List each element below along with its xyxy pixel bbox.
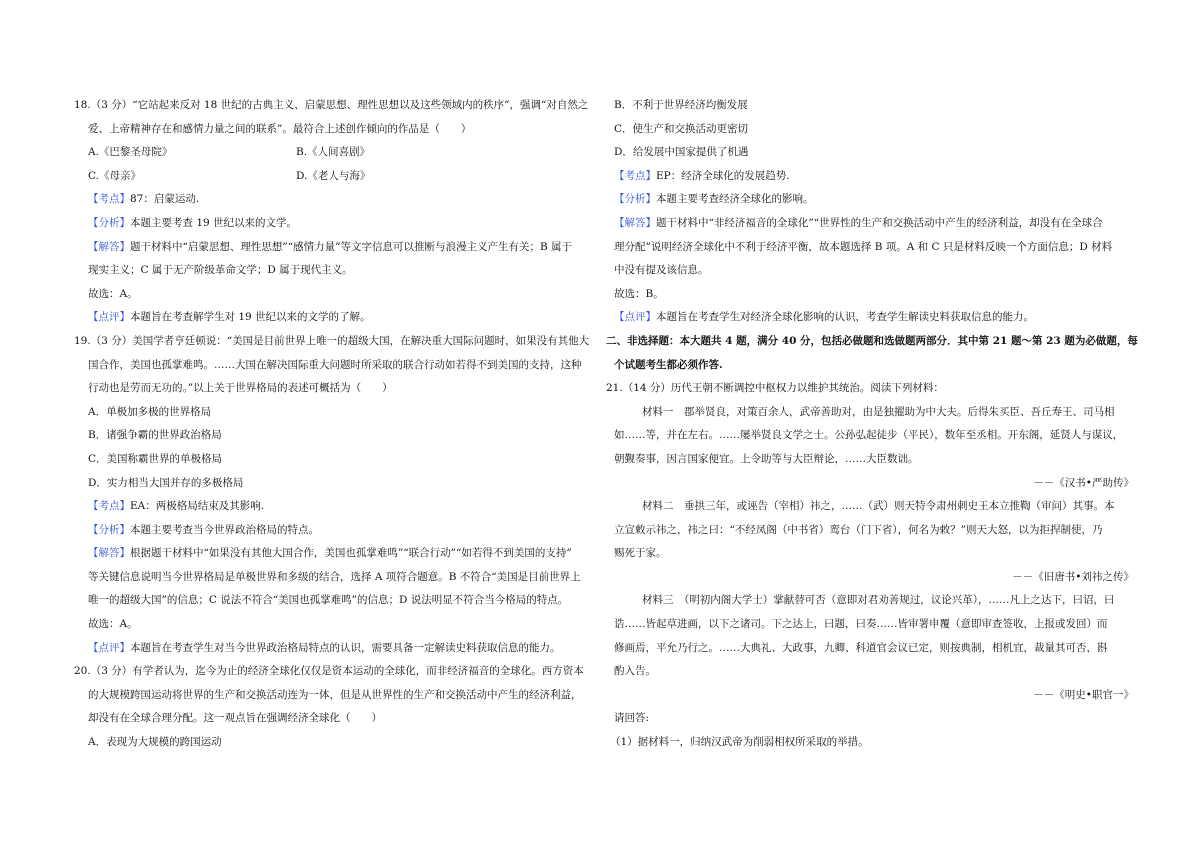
dianping-tag: 【点评】 bbox=[88, 641, 130, 654]
answer: 故选：A。 bbox=[88, 287, 138, 300]
option-c: C．使生产和交换活动更密切 bbox=[614, 122, 749, 135]
kaodian-tag: 【考点】 bbox=[88, 193, 130, 206]
dianping-text: 本题旨在考查学生对经济全球化影响的认识，考查学生解读史料获取信息的能力。 bbox=[656, 311, 1034, 324]
kaodian bbox=[74, 188, 592, 212]
question-stem: 却没有在全球合理分配。这一观点旨在强调经济全球化（ ） bbox=[88, 712, 382, 725]
kaodian-text: 87：启蒙运动. bbox=[130, 193, 200, 206]
material-3-cont: 酌入告。 bbox=[614, 665, 656, 678]
dianping bbox=[614, 306, 1142, 330]
option-row bbox=[74, 165, 592, 189]
question-stem: 20.（3 分）有学者认为，迄今为止的经济全球化仅仅是资本运动的全球化，而非经济福音的全球化。西方资本 bbox=[74, 665, 584, 678]
question-18 bbox=[74, 94, 592, 330]
material-1: 材料一 郡举贤良，对策百余人，武帝善助对，由是独擢助为中大夫。后得朱买臣、吾丘寿王、司马相 bbox=[642, 405, 1115, 418]
option-d: D．实力相当大国并存的多极格局 bbox=[88, 476, 244, 489]
fenxi-text: 本题主要考查经济全球化的影响。 bbox=[656, 193, 814, 206]
prompt-text: 请回答: bbox=[614, 712, 650, 725]
answer: 故选：A。 bbox=[88, 618, 138, 631]
left-column bbox=[74, 94, 592, 755]
material-1-cont: 如……等，并在左右。……屡举贤良文学之士。公孙弘起徒步（平民），数年至丞相。开东阁，延贤人与谋议， bbox=[614, 429, 1124, 442]
kaodian bbox=[614, 165, 1142, 189]
option-b: B.《人间喜剧》 bbox=[296, 146, 371, 159]
sub-question-1: （1）据材料一，归纳汉武帝为削弱相权所采取的举措。 bbox=[610, 736, 869, 749]
material-2-cont: 立宣敕示祎之，祎之曰：“不经凤阁（中书省）鸾台（门下省），何名为敕？”则天大怒，以为拒捍制使，乃 bbox=[614, 523, 1103, 536]
question-19 bbox=[74, 330, 592, 660]
material-2-source: －－《旧唐书•刘祎之传》 bbox=[1012, 570, 1134, 583]
right-column bbox=[606, 94, 1142, 755]
option-a: A．单极加多极的世界格局 bbox=[88, 405, 212, 418]
dianping-tag: 【点评】 bbox=[614, 311, 656, 324]
dianping-text: 本题旨在考查解学生对 19 世纪以来的文学的了解。 bbox=[130, 311, 371, 324]
dianping-text: 本题旨在考查学生对当今世界政治格局特点的认识，需要具备一定解读史料获取信息的能力。 bbox=[130, 641, 561, 654]
question-stem: 21.（14 分）历代王朝不断调控中枢权力以维护其统治。阅读下列材料： bbox=[606, 382, 944, 395]
jieda-cont: 等关键信息说明当今世界格局是单极世界和多级的结合，选择 A 项符合题意。B 不符合“美国是目前世界上 bbox=[88, 570, 581, 583]
fenxi-text: 本题主要考查当今世界政治格局的特点。 bbox=[130, 523, 319, 536]
dianping-tag: 【点评】 bbox=[88, 311, 130, 324]
jieda-text: 根据题干材料中“如果没有其他大国合作，美国也孤掌难鸣”“联合行动”“如若得不到美国的支持” bbox=[130, 547, 572, 560]
fenxi bbox=[614, 188, 1142, 212]
material-3-cont: 修画焉，平允乃行之。……大典礼、大政事，九卿、科道官会议已定，则按典制，相机宜，裁量其可否，斟 bbox=[614, 641, 1108, 654]
material-1-source: －－《汉书•严助传》 bbox=[1033, 476, 1134, 489]
kaodian-tag: 【考点】 bbox=[88, 500, 130, 513]
jieda-tag: 【解答】 bbox=[88, 240, 130, 253]
jieda bbox=[74, 542, 592, 566]
question-stem: 的大规模跨国运动将世界的生产和交换活动连为一体，但是从世界性的生产和交换活动中产生的经济利益， bbox=[88, 688, 582, 701]
jieda bbox=[614, 212, 1142, 236]
option-d: D．给发展中国家提供了机遇 bbox=[614, 146, 749, 159]
question-stem: 19.（3 分）美国学者亨廷顿说：“美国是目前世界上唯一的超级大国，在解决重大国际问题时，如果没有其他大 bbox=[74, 334, 590, 347]
option-b: B．不利于世界经济均衡发展 bbox=[614, 99, 748, 111]
fenxi bbox=[74, 519, 592, 543]
kaodian-text: EA：两极格局结束及其影响. bbox=[130, 500, 265, 513]
fenxi-text: 本题主要考查 19 世纪以来的文学。 bbox=[130, 216, 298, 229]
material-2: 材料二 垂拱三年，或诬告（宰相）祎之，……（武）则天特令肃州刺史王本立推鞫（审问）其事。本 bbox=[642, 500, 1115, 513]
fenxi-tag: 【分析】 bbox=[88, 523, 130, 536]
question-21 bbox=[606, 377, 1142, 755]
material-3: 材料三 （明初内阁大学士）掌献替可否（意即对君劝善规过，议论兴革），……凡上之达下，曰诏，曰 bbox=[642, 594, 1115, 607]
question-20-continued bbox=[614, 94, 1142, 330]
option-d: D.《老人与海》 bbox=[296, 169, 371, 182]
jieda-cont: 唯一的超级大国”的信息；C 说法不符合“美国也孤掌难鸣”的信息；D 说法明显不符合当今格局的特点。 bbox=[88, 594, 569, 607]
section-heading-line: 个试题考生都必须作答. bbox=[614, 358, 723, 371]
jieda-text: 题干材料中“非经济福音的全球化”“世界性的生产和交换活动中产生的经济利益，却没有在全球合 bbox=[656, 216, 1103, 229]
question-stem: 18.（3 分）“它站起来反对 18 世纪的古典主义、启蒙思想、理性思想以及这些领域内的秩序”，强调“对自然之 bbox=[74, 99, 589, 111]
material-1-cont: 朝觐奏事，因言国家便宜。上令助等与大臣辩论，……大臣数诎。 bbox=[614, 452, 919, 465]
material-2-cont: 赐死于家。 bbox=[614, 547, 667, 560]
option-a: A.《巴黎圣母院》 bbox=[88, 146, 173, 159]
jieda-cont: 理分配”说明经济全球化中不利于经济平衡，故本题选择 B 项。A 和 C 只是材料反映一个方面信息；D 材料 bbox=[614, 240, 1113, 253]
fenxi bbox=[74, 212, 592, 236]
question-stem: 国合作，美国也孤掌难鸣。……大国在解决国际重大问题时所采取的联合行动如若得不到美国的支持，这种 bbox=[88, 358, 582, 371]
option-b: B．诸强争霸的世界政治格局 bbox=[88, 429, 222, 442]
material-3-source: －－《明史•职官一》 bbox=[1033, 688, 1134, 701]
kaodian bbox=[74, 495, 592, 519]
question-20 bbox=[74, 660, 592, 754]
section-heading-line: 二、非选择题：本大题共 4 题，满分 40 分，包括必做题和选做题两部分．其中第 21 题～第 23 题为必做题，每 bbox=[606, 334, 1138, 347]
section-heading bbox=[606, 330, 1142, 377]
jieda bbox=[74, 236, 592, 260]
answer: 故选：B。 bbox=[614, 287, 664, 300]
option-a: A．表现为大规模的跨国运动 bbox=[88, 736, 222, 749]
question-stem: 行动也是劳而无功的。”以上关于世界格局的表述可概括为（ ） bbox=[88, 382, 393, 395]
kaodian-text: EP：经济全球化的发展趋势. bbox=[656, 169, 790, 182]
dianping bbox=[74, 306, 592, 330]
jieda-tag: 【解答】 bbox=[88, 547, 130, 560]
kaodian-tag: 【考点】 bbox=[614, 169, 656, 182]
question-stem: 爱、上帝精神存在和感情力量之间的联系”。最符合上述创作倾向的作品是（ ） bbox=[88, 122, 472, 135]
jieda-tag: 【解答】 bbox=[614, 216, 656, 229]
option-c: C.《母亲》 bbox=[88, 169, 141, 182]
material-3-cont: 诰……皆起草进画，以下之诸司。下之达上，曰题，曰奏……皆审署申覆（意即审查签收，上报或发回）而 bbox=[614, 618, 1108, 631]
jieda-cont: 现实主义；C 属于无产阶级革命文学；D 属于现代主义。 bbox=[88, 264, 353, 277]
fenxi-tag: 【分析】 bbox=[88, 216, 130, 229]
dianping bbox=[74, 637, 592, 661]
option-row bbox=[74, 141, 592, 165]
fenxi-tag: 【分析】 bbox=[614, 193, 656, 206]
jieda-cont: 中没有提及该信息。 bbox=[614, 264, 709, 277]
option-c: C．美国称霸世界的单极格局 bbox=[88, 452, 223, 465]
jieda-text: 题干材料中“启蒙思想、理性思想”“感情力量”等文字信息可以推断与浪漫主义产生有关；B 属于 bbox=[130, 240, 573, 253]
